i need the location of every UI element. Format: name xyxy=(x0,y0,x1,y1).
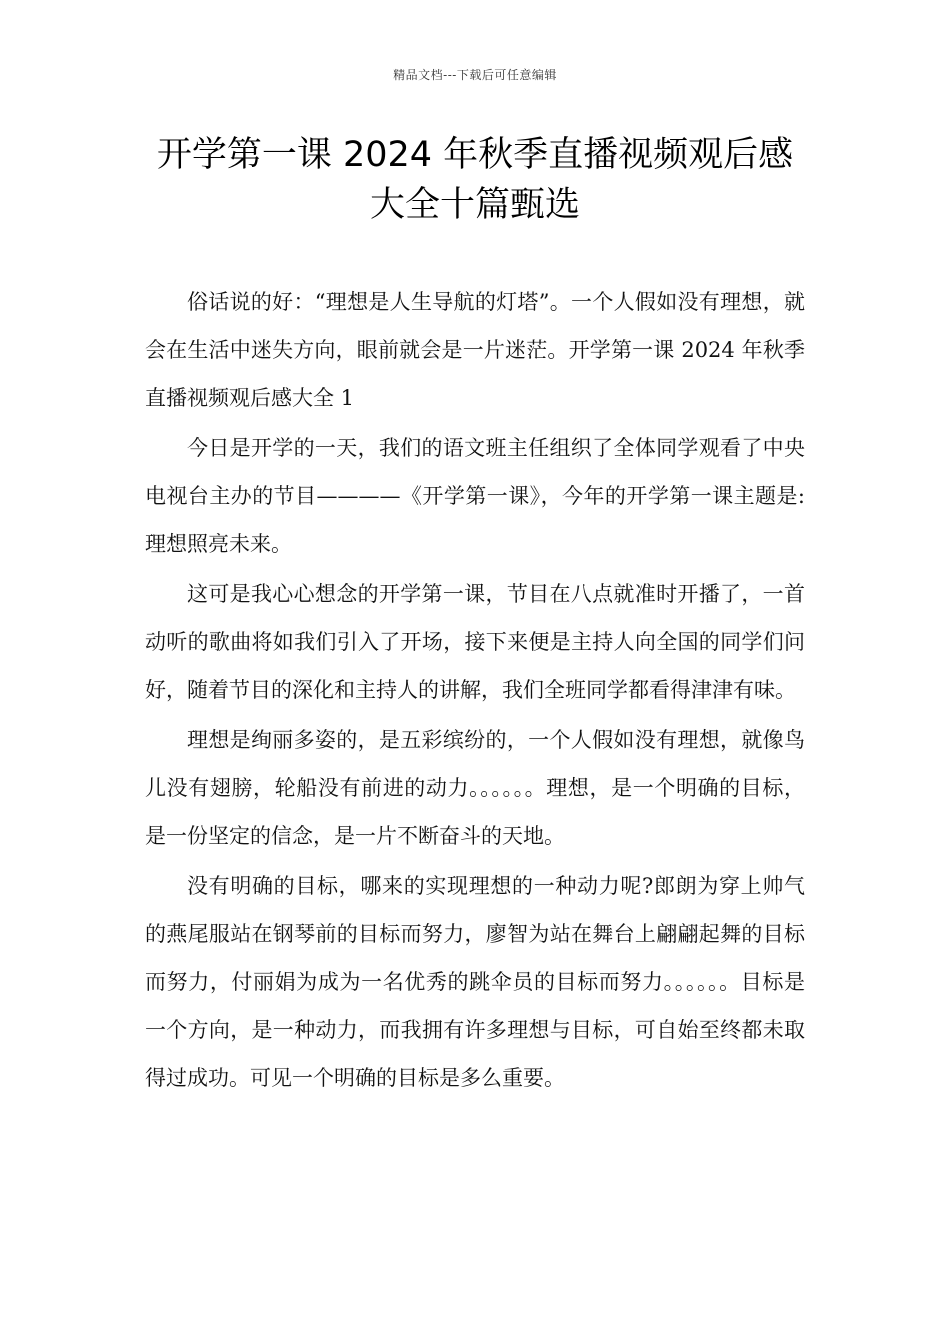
paragraph-2: 今日是开学的一天，我们的语文班主任组织了全体同学观看了中央电视台主办的节目————《开学第一课》，今年的开学第一课主题是:理想照亮未来。 xyxy=(145,436,805,556)
header-note: 精品文档---下载后可任意编辑 xyxy=(393,68,557,82)
page-title: 开学第一课 2024 年秋季直播视频观后感大全十篇甄选 xyxy=(156,135,794,225)
paragraph-5: 没有明确的目标，哪来的实现理想的一种动力呢?郎朗为穿上帅气的燕尾服站在钢琴前的目标而努力，廖智为站在舞台上翩翩起舞的目标而努力，付丽娟为成为一名优秀的跳伞员的目标而努力。。。。。。目标是一个方向，是一种动力，而我拥有许多理想与目标，可自始至终都未取得过成功。可见一个明确的目标是多么重要。 xyxy=(145,874,805,1090)
paragraph-3: 这可是我心心想念的开学第一课，节目在八点就准时开播了，一首动听的歌曲将如我们引入了开场，接下来便是主持人向全国的同学们问好，随着节目的深化和主持人的讲解，我们全班同学都看得津津有味。 xyxy=(145,582,805,702)
paragraph-4: 理想是绚丽多姿的，是五彩缤纷的，一个人假如没有理想，就像鸟儿没有翅膀，轮船没有前进的动力。。。。。。理想，是一个明确的目标，是一份坚定的信念，是一片不断奋斗的天地。 xyxy=(145,728,805,848)
document-body xyxy=(145,278,805,1104)
paragraph-1: 俗话说的好：“理想是人生导航的灯塔”。一个人假如没有理想，就会在生活中迷失方向，眼前就会是一片迷茫。开学第一课 2024 年秋季直播视频观后感大全 1 xyxy=(145,290,805,410)
